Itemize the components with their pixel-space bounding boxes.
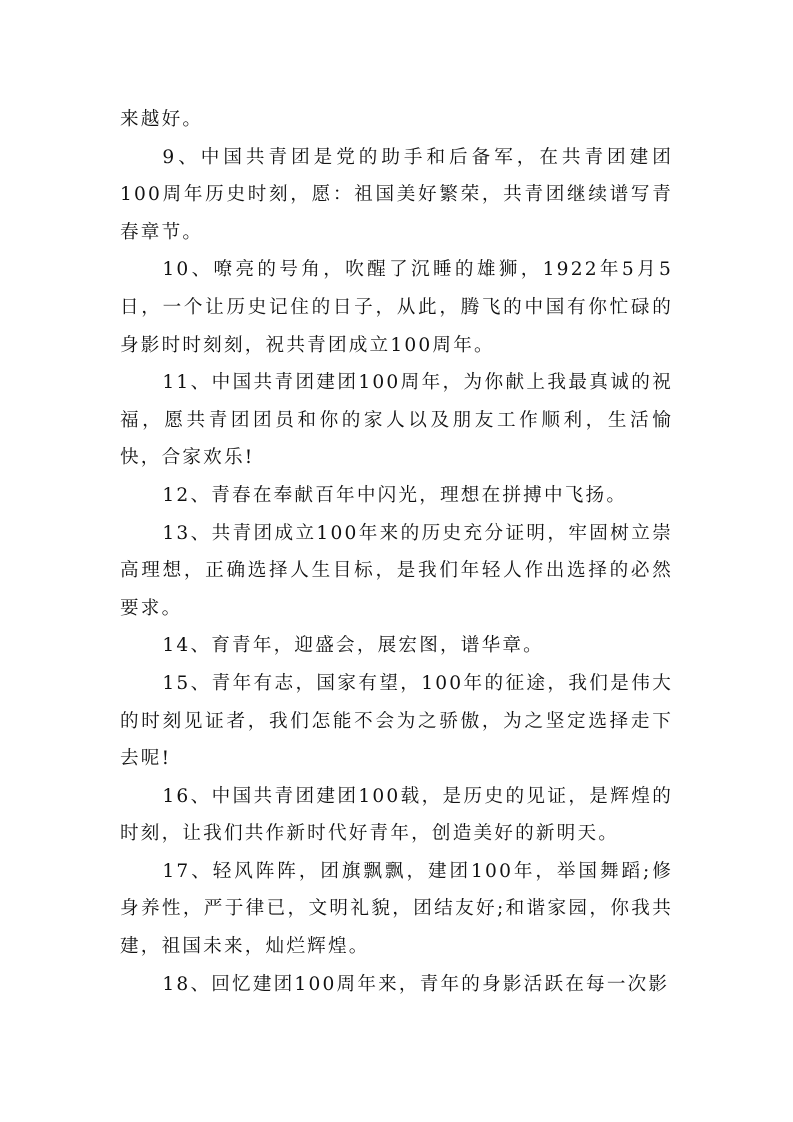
paragraph-continuation: 来越好。	[120, 109, 204, 130]
paragraph-14: 14、育青年，迎盛会，展宏图，谱华章。	[162, 635, 544, 657]
document-page	[120, 101, 673, 1003]
paragraph-9: 9、中国共青团是党的助手和后备军，在共青团建团100周年历史时刻，愿：祖国美好繁荣，共青团继续谱写青春章节。	[120, 146, 673, 243]
paragraph-15: 15、青年有志，国家有望，100年的征途，我们是伟大的时刻见证者，我们怎能不会为之骄傲，为之坚定选择走下去呢!	[120, 672, 673, 770]
paragraph-13: 13、共青团成立100年来的历史充分证明，牢固树立崇高理想，正确选择人生目标，是我们年轻人作出选择的必然要求。	[120, 522, 673, 619]
paragraph-11: 11、中国共青团建团100周年，为你献上我最真诚的祝福，愿共青团团员和你的家人以及朋友工作顺利，生活愉快，合家欢乐!	[120, 372, 673, 469]
paragraph-10: 10、嘹亮的号角，吹醒了沉睡的雄狮，1922年5月5日，一个让历史记住的日子，从此，腾飞的中国有你忙碌的身影时时刻刻，祝共青团成立100周年。	[120, 259, 673, 356]
paragraph-17: 17、轻风阵阵，团旗飘飘，建团100年，举国舞蹈;修身养性，严于律已，文明礼貌，团结友好;和谐家园，你我共建，祖国未来，灿烂辉煌。	[120, 860, 673, 958]
paragraph-16: 16、中国共青团建团100载，是历史的见证，是辉煌的时刻，让我们共作新时代好青年，创造美好的新明天。	[120, 785, 673, 845]
paragraph-12: 12、青春在奉献百年中闪光，理想在拼搏中飞扬。	[162, 484, 628, 506]
paragraph-18: 18、回忆建团100周年来，青年的身影活跃在每一次影	[162, 973, 670, 995]
